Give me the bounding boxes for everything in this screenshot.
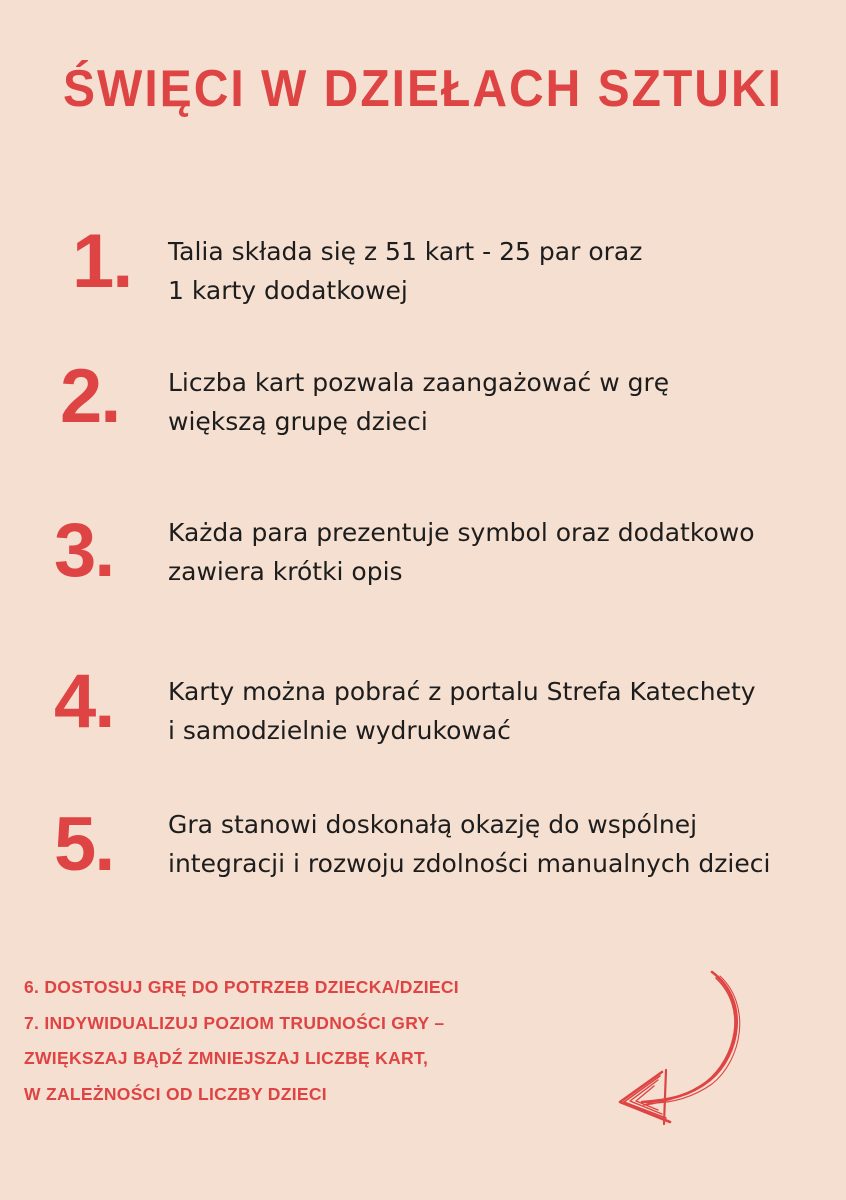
- item-number: 3.: [54, 508, 114, 593]
- item-text-line: zawiera krótki opis: [168, 557, 403, 586]
- item-text-line: 1 karty dodatkowej: [168, 276, 408, 305]
- item-text-line: Liczba kart pozwala zaangażować w grę: [168, 368, 670, 397]
- item-text: [168, 805, 838, 883]
- tips-block: [24, 970, 584, 1112]
- curved-arrow-icon: [600, 960, 770, 1135]
- item-text-line: i samodzielnie wydrukować: [168, 716, 511, 745]
- tip-line: ZWIĘKSZAJ BĄDŹ ZMNIEJSZAJ LICZBĘ KART,: [24, 1048, 429, 1068]
- item-text-line: Talia składa się z 51 kart - 25 par oraz: [168, 237, 643, 266]
- tip-line: W ZALEŻNOŚCI OD LICZBY DZIECI: [24, 1083, 327, 1104]
- tip-line: 7. INDYWIDUALIZUJ POZIOM TRUDNOŚCI GRY –: [24, 1012, 445, 1033]
- page-title: ŚWIĘCI W DZIEŁACH SZTUKI: [63, 60, 783, 119]
- item-text: [168, 232, 838, 310]
- tip-line: 6. DOSTOSUJ GRĘ DO POTRZEB DZIECKA/DZIECI: [24, 977, 459, 997]
- item-number: 2.: [60, 354, 120, 439]
- item-number: 4.: [54, 659, 114, 744]
- item-text-line: większą grupę dzieci: [168, 407, 428, 436]
- item-text-line: Każda para prezentuje symbol oraz dodatkowo: [168, 518, 755, 547]
- item-text: [168, 672, 838, 750]
- item-number: 1.: [72, 219, 132, 304]
- item-text-line: Karty można pobrać z portalu Strefa Katechety: [168, 677, 756, 706]
- item-text: [168, 513, 838, 591]
- item-text-line: Gra stanowi doskonałą okazję do wspólnej: [168, 810, 698, 839]
- item-text-line: integracji i rozwoju zdolności manualnych dzieci: [168, 849, 771, 878]
- item-number: 5.: [54, 802, 114, 887]
- item-text: [168, 363, 838, 441]
